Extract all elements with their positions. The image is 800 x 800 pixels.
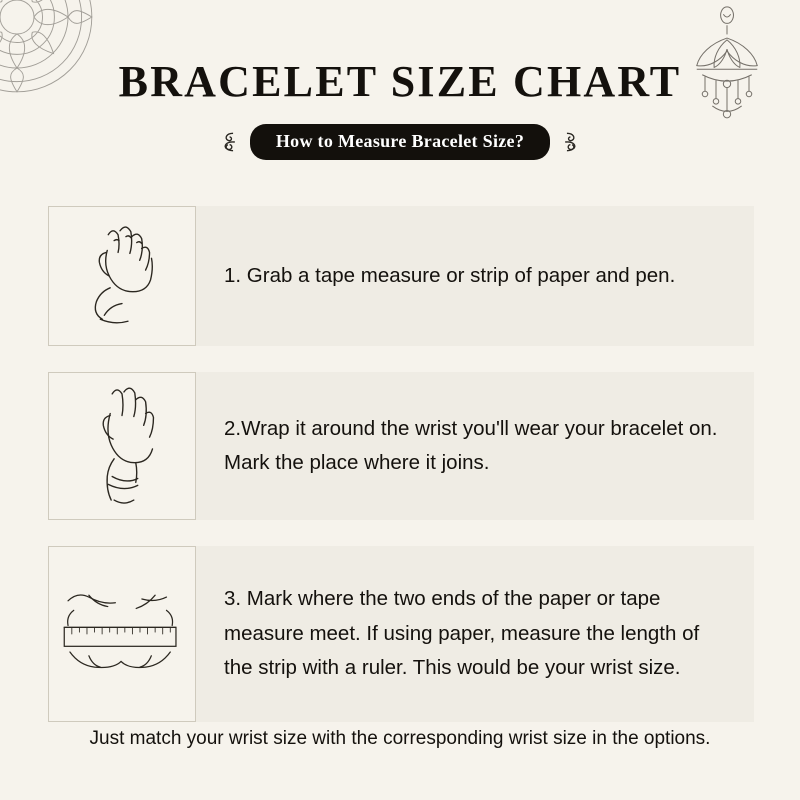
hand-with-tape-measure-illustration [48, 206, 196, 346]
step-row [48, 372, 754, 520]
hand-wrapping-tape-around-wrist-illustration [48, 372, 196, 520]
subtitle-row [0, 124, 800, 160]
page-title: BRACELET SIZE CHART [118, 57, 682, 106]
hands-measuring-strip-with-ruler-illustration [48, 546, 196, 722]
footer-note: Just match your wrist size with the corresponding wrist size in the options. [89, 728, 711, 749]
step-text: 3. Mark where the two ends of the paper or tape measure meet. If using paper, measure the length of the strip with a ruler. This would be your wrist size. [224, 587, 700, 680]
steps-list [48, 206, 754, 748]
swirl-icon [560, 129, 586, 155]
step-text: 2.Wrap it around the wrist you'll wear your bracelet on. Mark the place where it joins. [224, 416, 718, 474]
step-row [48, 206, 754, 346]
step-text: 1. Grab a tape measure or strip of paper and pen. [224, 263, 676, 287]
subtitle-pill: How to Measure Bracelet Size? [250, 124, 550, 160]
swirl-icon [214, 129, 240, 155]
step-row [48, 546, 754, 722]
